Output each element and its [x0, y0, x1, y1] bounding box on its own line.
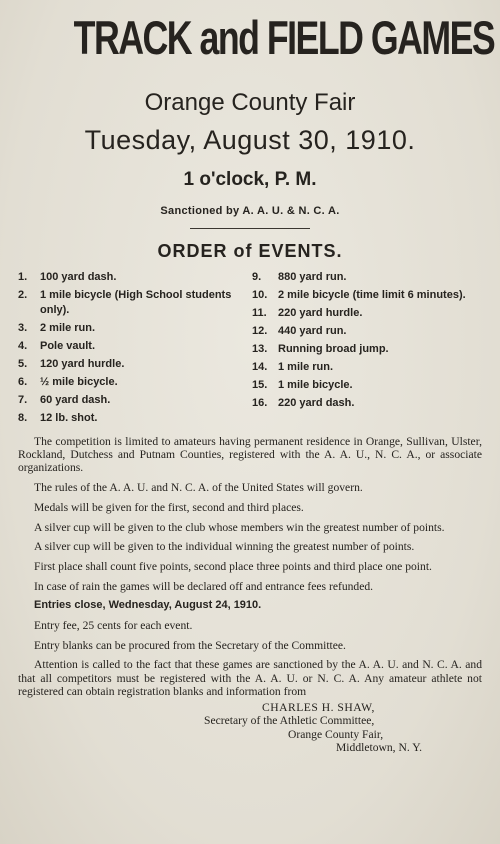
event-date: Tuesday, August 30, 1910.	[84, 125, 416, 155]
event-item	[252, 306, 482, 321]
event-number: 15.	[252, 379, 268, 391]
points-paragraph: First place shall count five points, second place three points and third place one point.	[34, 559, 432, 573]
event-item	[252, 396, 482, 411]
event-number: 14.	[252, 361, 268, 373]
event-item	[252, 288, 482, 303]
event-number: 5.	[18, 358, 28, 370]
eligibility-paragraph: The competition is limited to amateurs having permanent residence in Orange, Sullivan, Ulster, Rockland, Dutchess and Putnam Counties, registered with the A. A. U., N. C. A., or associate organizations.	[18, 435, 482, 475]
secretary-name: CHARLES H. SHAW,	[262, 700, 375, 714]
event-item	[252, 360, 482, 375]
secretary-title: Secretary of the Athletic Committee,	[204, 714, 375, 728]
divider	[190, 228, 310, 229]
event-name: 220 yard hurdle.	[278, 307, 363, 319]
event-name: 1 mile bicycle.	[278, 379, 353, 391]
event-number: 2.	[18, 289, 28, 301]
event-item	[18, 357, 252, 372]
event-item	[252, 342, 482, 357]
event-number: 7.	[18, 394, 28, 406]
event-number: 11.	[252, 307, 267, 319]
event-name: 2 mile run.	[40, 322, 96, 334]
events-heading: ORDER of EVENTS.	[157, 241, 343, 261]
event-item	[18, 321, 252, 336]
entry-blanks-paragraph: Entry blanks can be procured from the Secretary of the Committee.	[34, 638, 346, 652]
medals-paragraph: Medals will be given for the first, second and third places.	[34, 500, 304, 514]
club-cup-paragraph: A silver cup will be given to the club whose members win the greatest number of points.	[34, 520, 445, 534]
secretary-organization: Orange County Fair,	[288, 727, 384, 741]
secretary-location: Middletown, N. Y.	[336, 741, 422, 755]
event-item	[252, 270, 482, 285]
events-column-left	[18, 270, 252, 429]
signature-block	[18, 701, 482, 755]
event-name: 2 mile bicycle (time limit 6 minutes).	[278, 289, 466, 301]
events-column-right	[252, 270, 482, 429]
entries-close-paragraph: Entries close, Wednesday, August 24, 1910.	[34, 599, 262, 612]
event-item	[18, 288, 252, 318]
event-name: 1 mile bicycle (High School students only).	[40, 289, 232, 316]
event-item	[18, 375, 252, 390]
event-item	[18, 393, 252, 408]
event-name: 880 yard run.	[278, 271, 347, 283]
event-name: ½ mile bicycle.	[40, 376, 118, 388]
rules-paragraph: The rules of the A. A. U. and N. C. A. of the United States will govern.	[34, 481, 363, 495]
event-number: 10.	[252, 289, 268, 301]
event-item	[18, 411, 252, 426]
event-item	[252, 378, 482, 393]
event-number: 12.	[252, 325, 268, 337]
rain-paragraph: In case of rain the games will be declared off and entrance fees refunded.	[34, 579, 374, 593]
event-number: 3.	[18, 322, 28, 334]
event-name: 440 yard run.	[278, 325, 347, 337]
events-list	[18, 270, 482, 429]
event-name: 1 mile run.	[278, 361, 334, 373]
event-number: 8.	[18, 412, 28, 424]
fair-name: Orange County Fair	[144, 89, 356, 116]
event-time: 1 o'clock, P. M.	[183, 169, 317, 190]
event-name: 60 yard dash.	[40, 394, 111, 406]
event-name: 220 yard dash.	[278, 397, 355, 409]
rules-text	[18, 435, 482, 698]
event-number: 9.	[252, 271, 262, 283]
event-number: 1.	[18, 271, 28, 283]
event-item	[252, 324, 482, 339]
event-name: Running broad jump.	[278, 343, 389, 355]
attention-paragraph: Attention is called to the fact that these games are sanctioned by the A. A. U. and N. C. A. and that all competitors must be registered with the A. A. U. or N. C. A. Any amateur athlete not registered can obtain registration blanks and information from	[18, 658, 482, 698]
individual-cup-paragraph: A silver cup will be given to the individual winning the greatest number of points.	[34, 540, 415, 554]
event-number: 16.	[252, 397, 268, 409]
event-name: 100 yard dash.	[40, 271, 117, 283]
event-name: 12 lb. shot.	[40, 412, 98, 424]
event-item	[18, 270, 252, 285]
entry-fee-paragraph: Entry fee, 25 cents for each event.	[34, 619, 193, 633]
event-name: 120 yard hurdle.	[40, 358, 125, 370]
event-number: 4.	[18, 340, 28, 352]
sanction-line: Sanctioned by A. A. U. & N. C. A.	[160, 205, 340, 217]
poster-title: TRACK and FIELD GAMES	[73, 11, 495, 64]
event-number: 13.	[252, 343, 268, 355]
event-item	[18, 339, 252, 354]
event-name: Pole vault.	[40, 340, 96, 352]
event-number: 6.	[18, 376, 28, 388]
